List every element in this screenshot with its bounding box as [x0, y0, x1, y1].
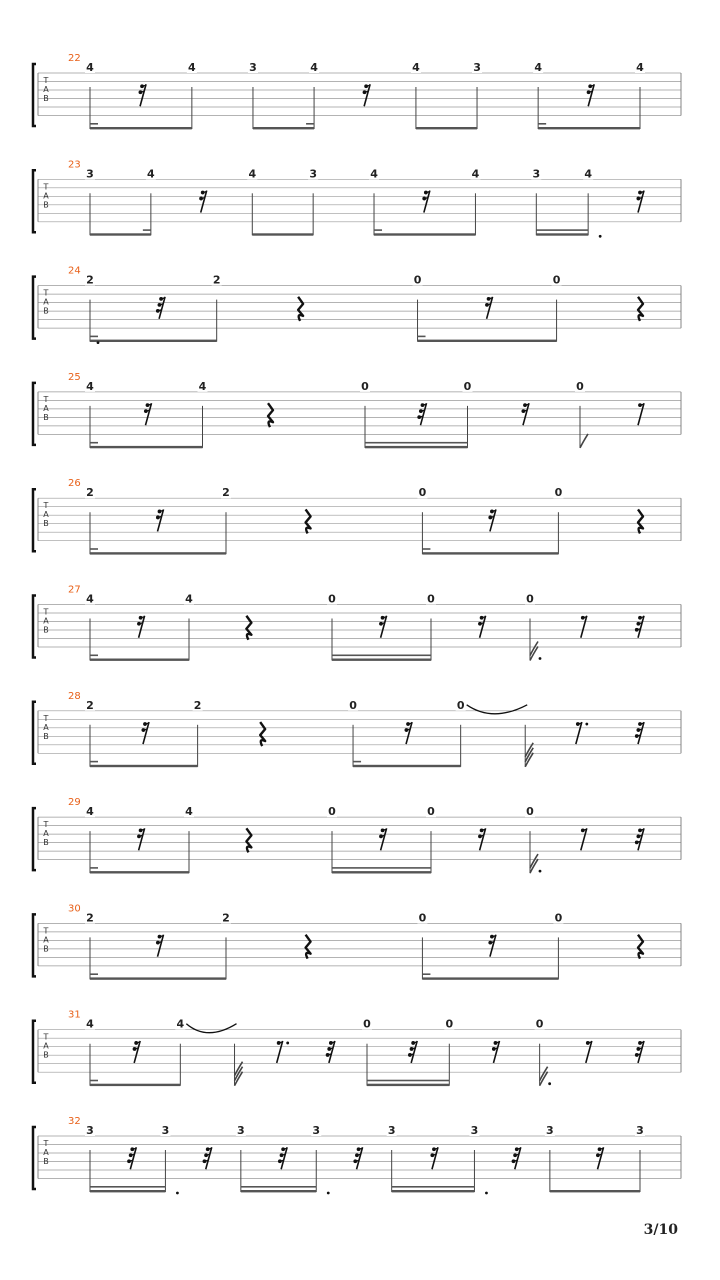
- fret-number: 0: [361, 379, 369, 393]
- tab-clef-letter: B: [43, 306, 49, 316]
- tab-clef-letter: A: [43, 616, 49, 626]
- tab-system: [33, 1010, 681, 1086]
- fret-number: 0: [418, 911, 427, 925]
- beam-partial: [90, 442, 98, 444]
- system-bracket: [33, 383, 36, 445]
- fret-number: 2: [86, 273, 94, 287]
- fret-number: 0: [456, 698, 465, 712]
- fret-number: 0: [328, 805, 336, 819]
- dot-icon: [327, 1192, 330, 1195]
- system-bracket: [33, 596, 36, 658]
- fret-number: 4: [636, 61, 644, 74]
- tab-clef-letter: T: [43, 501, 49, 511]
- tab-clef-letter: B: [43, 412, 49, 422]
- beam-partial: [306, 123, 314, 125]
- 16th-rest-icon: [363, 84, 371, 106]
- system-bracket: [33, 277, 36, 339]
- tab-clef-letter: B: [43, 944, 49, 954]
- tab-clef-letter: A: [43, 85, 49, 94]
- beam-partial: [90, 655, 98, 657]
- beam: [90, 340, 217, 342]
- tab-clef-letter: A: [43, 1041, 49, 1051]
- beam: [422, 552, 558, 554]
- fret-number: 2: [222, 486, 230, 500]
- measure-number: 30: [68, 903, 81, 915]
- beam: [418, 340, 557, 342]
- 32th-rest-icon: [326, 1041, 335, 1063]
- beam: [90, 233, 151, 235]
- quarter-rest-icon: [268, 403, 273, 427]
- beam: [90, 765, 198, 767]
- measure-number: 23: [68, 159, 81, 171]
- 16th-rest-icon: [485, 297, 493, 319]
- 32th-rest-icon: [127, 1147, 136, 1169]
- tab-system: [33, 585, 681, 661]
- 32th-rest-icon: [512, 1147, 521, 1169]
- tab-clef-letter: B: [43, 625, 49, 635]
- beam: [90, 446, 203, 448]
- quarter-rest-icon: [246, 616, 251, 640]
- fret-number: 0: [554, 911, 563, 925]
- 16th-rest-icon: [137, 616, 145, 638]
- tab-clef-letter: T: [43, 76, 49, 85]
- fret-number: 0: [427, 592, 435, 606]
- system-bracket: [33, 170, 36, 232]
- fret-number: 3: [161, 1124, 170, 1137]
- fret-number: 3: [636, 1124, 644, 1137]
- dot-icon: [585, 723, 588, 726]
- fret-number: 4: [188, 61, 196, 74]
- beam: [253, 127, 314, 129]
- measure-number: 29: [68, 797, 81, 809]
- beam-partial: [143, 229, 151, 231]
- tab-clef-letter: T: [43, 182, 49, 192]
- fret-number: 0: [427, 805, 435, 819]
- system-bracket: [33, 702, 36, 764]
- dot-icon: [286, 1042, 289, 1045]
- fret-number: 2: [193, 698, 202, 712]
- tab-clef-letter: B: [43, 519, 49, 529]
- 8th-rest-icon: [277, 1041, 289, 1063]
- quarter-rest-icon: [638, 297, 643, 321]
- beam: [367, 1084, 449, 1086]
- 16th-rest-icon: [492, 1041, 500, 1063]
- beam: [538, 127, 640, 129]
- fret-number: 4: [198, 379, 207, 393]
- beam-partial: [353, 761, 361, 763]
- dot-icon: [97, 341, 100, 344]
- dot-icon: [539, 870, 542, 873]
- fret-number: 3: [237, 1124, 245, 1137]
- fret-number: 4: [310, 61, 318, 74]
- measure-number: 31: [68, 1009, 81, 1021]
- fret-number: 4: [248, 167, 257, 181]
- beam-partial: [538, 123, 546, 125]
- fret-number: 4: [86, 805, 94, 819]
- system-bracket: [33, 64, 36, 126]
- tab-clef-letter: T: [43, 288, 49, 298]
- 32th-rest-icon: [408, 1041, 417, 1063]
- beam-secondary: [241, 1186, 316, 1188]
- beam-secondary: [536, 229, 588, 231]
- 16th-rest-icon: [141, 722, 149, 744]
- tab-clef-letter: A: [43, 510, 49, 520]
- 16th-rest-icon: [587, 84, 595, 106]
- beam: [536, 233, 588, 235]
- fret-number: 0: [526, 805, 534, 819]
- fret-number: 4: [176, 1017, 185, 1031]
- fret-number: 4: [185, 805, 193, 819]
- fret-number: 0: [363, 1017, 371, 1031]
- tab-clef-letter: B: [43, 838, 49, 848]
- fret-number: 4: [86, 1017, 94, 1031]
- measure-number: 32: [68, 1116, 81, 1127]
- tab-system: [33, 372, 681, 448]
- beam: [365, 446, 468, 448]
- dot-icon: [176, 1192, 179, 1195]
- beam-secondary: [90, 1186, 165, 1188]
- beam-partial: [90, 1080, 98, 1082]
- tab-clef-letter: T: [43, 926, 49, 936]
- 16th-rest-icon: [144, 403, 152, 425]
- fret-number: 0: [552, 273, 561, 287]
- tab-system: [33, 903, 681, 979]
- fret-number: 3: [86, 167, 94, 181]
- tab-clef-letter: A: [43, 297, 49, 307]
- beam-secondary: [332, 655, 431, 657]
- measure-number: 28: [68, 690, 81, 702]
- dot-icon: [548, 1082, 551, 1085]
- 8th-rest-icon: [576, 722, 588, 744]
- 16th-rest-icon: [488, 509, 496, 531]
- fret-number: 2: [86, 911, 94, 925]
- 16th-rest-icon: [596, 1147, 604, 1169]
- beam: [392, 1190, 475, 1192]
- 32th-rest-icon: [203, 1147, 212, 1169]
- fret-number: 0: [445, 1017, 454, 1031]
- dot-icon: [539, 657, 542, 660]
- 16th-rest-icon: [156, 935, 164, 957]
- 16th-rest-icon: [137, 828, 145, 850]
- beam: [374, 233, 475, 235]
- measure-number: 27: [68, 584, 81, 596]
- beam: [416, 127, 477, 129]
- system-bracket: [33, 489, 36, 551]
- tab-clef-letter: T: [43, 394, 49, 404]
- tab-system: [33, 797, 681, 873]
- system-bracket: [33, 808, 36, 870]
- beam: [90, 1084, 180, 1086]
- tab-clef-letter: B: [43, 731, 49, 741]
- 32th-rest-icon: [635, 1041, 644, 1063]
- beam-partial: [374, 229, 382, 231]
- beam-secondary: [367, 1080, 449, 1082]
- fret-number: 3: [532, 167, 541, 181]
- fret-number: 0: [576, 379, 584, 393]
- fret-number: 3: [470, 1124, 479, 1137]
- fret-number: 0: [413, 273, 422, 287]
- fret-number: 0: [418, 486, 427, 500]
- 16th-rest-icon: [430, 1147, 438, 1169]
- fret-number: 0: [328, 592, 336, 606]
- fret-number: 2: [222, 911, 230, 925]
- tie-icon: [467, 705, 528, 714]
- tab-clef-letter: A: [43, 722, 49, 732]
- beam-secondary: [365, 442, 468, 444]
- 8th-rest-icon: [638, 403, 644, 425]
- fret-number: 4: [86, 379, 94, 393]
- fret-number: 0: [526, 592, 534, 606]
- beam: [332, 871, 431, 873]
- tie-icon: [186, 1024, 236, 1033]
- tab-system: [33, 691, 681, 767]
- fret-number: 2: [86, 698, 94, 712]
- tab-clef-letter: T: [43, 713, 49, 723]
- tab-clef-letter: B: [43, 1050, 49, 1060]
- beam: [90, 659, 189, 661]
- system-bracket: [33, 1021, 36, 1083]
- 32th-rest-icon: [635, 616, 644, 638]
- beam: [90, 977, 226, 979]
- beam: [90, 127, 192, 129]
- beam: [90, 1190, 165, 1192]
- 16th-rest-icon: [199, 191, 207, 213]
- 16th-rest-icon: [478, 616, 486, 638]
- 16th-rest-icon: [139, 84, 147, 106]
- fret-number: 4: [86, 61, 94, 74]
- fret-number: 2: [212, 273, 221, 287]
- beam-partial: [90, 548, 98, 550]
- 32th-rest-icon: [417, 403, 426, 425]
- 16th-rest-icon: [133, 1041, 141, 1063]
- fret-number: 3: [312, 1124, 321, 1137]
- fret-number: 4: [370, 167, 378, 181]
- tab-system: [33, 53, 681, 129]
- tab-clef-letter: T: [43, 820, 49, 830]
- beam-secondary: [332, 867, 431, 869]
- 16th-rest-icon: [521, 403, 529, 425]
- 8th-rest-icon: [581, 828, 587, 850]
- fret-number: 3: [473, 61, 481, 74]
- 32th-rest-icon: [635, 828, 644, 850]
- beam: [90, 552, 226, 554]
- measure-number: 25: [68, 371, 81, 383]
- measure-number: 22: [68, 53, 81, 64]
- tab-clef-letter: T: [43, 1139, 49, 1148]
- beam-partial: [90, 761, 98, 763]
- 16th-rest-icon: [379, 616, 387, 638]
- tab-system: [33, 1116, 681, 1194]
- 32th-rest-icon: [635, 722, 644, 744]
- fret-number: 3: [546, 1124, 554, 1137]
- beam-partial: [90, 123, 98, 125]
- tab-clef-letter: A: [43, 829, 49, 839]
- beam-partial: [90, 973, 98, 975]
- beam: [550, 1190, 640, 1192]
- 16th-rest-icon: [478, 828, 486, 850]
- fret-number: 0: [463, 379, 472, 393]
- beam: [353, 765, 461, 767]
- fret-number: 0: [349, 698, 357, 712]
- fret-number: 3: [249, 61, 257, 74]
- beam-partial: [422, 548, 430, 550]
- fret-number: 4: [147, 167, 155, 181]
- fret-number: 3: [309, 167, 317, 181]
- 16th-rest-icon: [488, 935, 496, 957]
- measure-number: 24: [68, 265, 81, 277]
- tab-system: [33, 266, 681, 344]
- 16th-rest-icon: [379, 828, 387, 850]
- 16th-rest-icon: [405, 722, 413, 744]
- dot-icon: [485, 1192, 488, 1195]
- quarter-rest-icon: [306, 935, 311, 959]
- fret-number: 4: [584, 167, 592, 181]
- measure-number: 26: [68, 478, 81, 490]
- 32th-rest-icon: [278, 1147, 287, 1169]
- fret-number: 3: [86, 1124, 94, 1137]
- 16th-rest-icon: [422, 191, 430, 213]
- beam-partial: [422, 973, 430, 975]
- beam: [252, 233, 313, 235]
- tab-clef-letter: B: [43, 1157, 49, 1166]
- note-flag-icon: [580, 434, 588, 448]
- tab-clef-letter: T: [43, 1032, 49, 1042]
- tab-clef-letter: A: [43, 1148, 49, 1157]
- tab-clef-letter: T: [43, 607, 49, 617]
- tab-system: [33, 478, 681, 554]
- tab-clef-letter: A: [43, 935, 49, 945]
- quarter-rest-icon: [260, 722, 265, 746]
- fret-number: 4: [412, 61, 420, 74]
- system-bracket: [33, 1127, 36, 1189]
- quarter-rest-icon: [246, 828, 251, 852]
- quarter-rest-icon: [638, 935, 643, 959]
- tab-clef-letter: B: [43, 94, 49, 103]
- fret-number: 2: [86, 486, 94, 500]
- fret-number: 4: [86, 592, 94, 606]
- page-number: 3/10: [643, 1222, 678, 1238]
- 8th-rest-icon: [581, 616, 587, 638]
- tab-clef-letter: B: [43, 200, 49, 210]
- system-bracket: [33, 914, 36, 976]
- beam: [90, 871, 189, 873]
- quarter-rest-icon: [298, 297, 303, 321]
- fret-number: 4: [185, 592, 193, 606]
- tab-clef-letter: A: [43, 403, 49, 413]
- fret-number: 3: [387, 1124, 396, 1137]
- beam: [241, 1190, 316, 1192]
- 16th-rest-icon: [156, 509, 164, 531]
- quarter-rest-icon: [638, 509, 643, 533]
- 16th-rest-icon: [636, 191, 644, 213]
- fret-number: 4: [471, 167, 480, 181]
- fret-number: 4: [534, 61, 542, 74]
- fret-number: 0: [535, 1017, 544, 1031]
- beam-secondary: [392, 1186, 475, 1188]
- beam-partial: [90, 867, 98, 869]
- quarter-rest-icon: [306, 509, 311, 533]
- beam: [422, 977, 558, 979]
- tab-clef-letter: A: [43, 191, 49, 201]
- 8th-rest-icon: [586, 1041, 592, 1063]
- beam-partial: [418, 336, 426, 338]
- tab-system: [33, 159, 681, 237]
- fret-number: 0: [554, 486, 563, 500]
- beam: [332, 659, 431, 661]
- beam-partial: [90, 336, 98, 338]
- dot-icon: [599, 235, 602, 238]
- 32th-rest-icon: [353, 1147, 362, 1169]
- 32th-rest-icon: [156, 297, 165, 319]
